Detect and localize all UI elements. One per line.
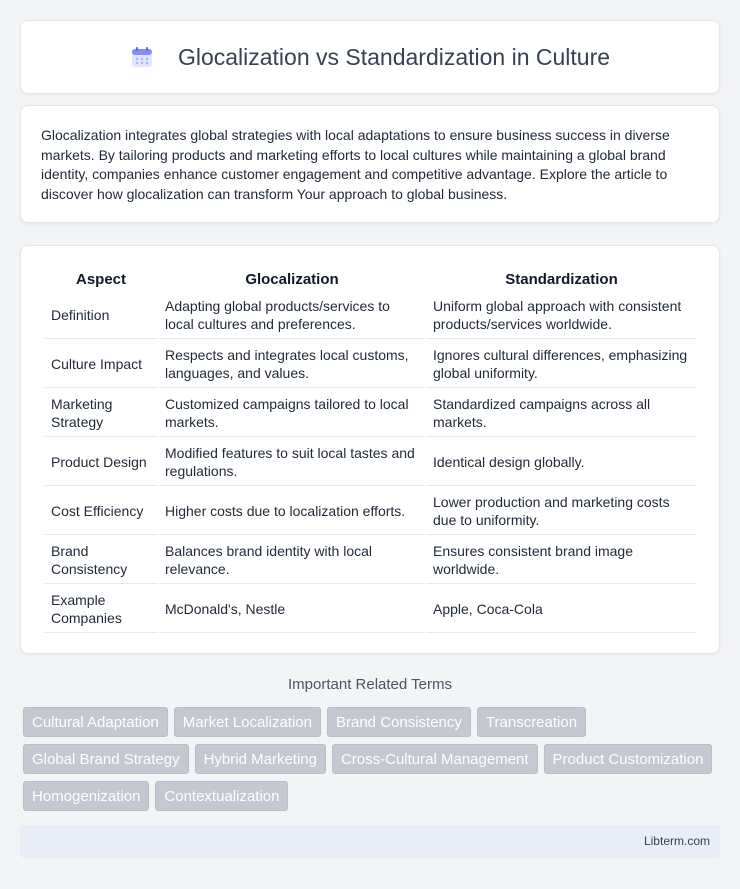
table-row [45, 586, 696, 633]
table-row [45, 390, 696, 437]
related-terms-title: Important Related Terms [288, 676, 452, 693]
table-row [45, 292, 696, 339]
related-term-tag[interactable]: Homogenization [23, 781, 149, 811]
related-term-tag[interactable]: Cultural Adaptation [23, 707, 168, 737]
cell-standardization: Uniform global approach with consistent products/services worldwide. [427, 292, 696, 339]
cell-glocalization: Adapting global products/services to local cultures and preferences. [159, 292, 425, 339]
cell-standardization: Ensures consistent brand image worldwide. [427, 537, 696, 584]
related-term-tag[interactable]: Contextualization [155, 781, 288, 811]
cell-glocalization: Customized campaigns tailored to local markets. [159, 390, 425, 437]
intro-paragraph: Glocalization integrates global strategies with local adaptations to ensure business success in diverse markets. By tailoring products and marketing efforts to local cultures while maintaining a global brand identity, companies enhance customer engagement and competitive advantage. Explore the article to discover how glocalization can transform Your approach to global business. [41, 127, 670, 202]
cell-aspect: Culture Impact [45, 341, 157, 388]
footer [20, 825, 720, 858]
cell-aspect: Product Design [45, 439, 157, 486]
cell-aspect: Cost Efficiency [45, 488, 157, 535]
related-term-tag[interactable]: Hybrid Marketing [195, 744, 326, 774]
cell-aspect: Example Companies [45, 586, 157, 633]
cell-standardization: Standardized campaigns across all markets. [427, 390, 696, 437]
related-terms-list [23, 707, 723, 811]
page-title: Glocalization vs Standardization in Culture [177, 43, 611, 70]
intro-card [20, 105, 720, 223]
table-row [45, 537, 696, 584]
related-term-tag[interactable]: Market Localization [174, 707, 321, 737]
cell-aspect: Definition [45, 292, 157, 339]
cell-standardization: Ignores cultural differences, emphasizing global uniformity. [427, 341, 696, 388]
header-standardization: Standardization [505, 270, 618, 288]
table-row [45, 439, 696, 486]
header-aspect: Aspect [75, 270, 127, 288]
footer-site-link[interactable]: Libterm.com [643, 834, 710, 848]
related-term-tag[interactable]: Global Brand Strategy [23, 744, 189, 774]
cell-standardization: Lower production and marketing costs due to uniformity. [427, 488, 696, 535]
cell-glocalization: Modified features to suit local tastes and regulations. [159, 439, 425, 486]
title-card [20, 20, 720, 94]
table-row [45, 341, 696, 388]
cell-standardization: Identical design globally. [427, 439, 696, 486]
header-glocalization: Glocalization [245, 270, 339, 288]
table-row [45, 488, 696, 535]
comparison-card [20, 245, 720, 654]
related-term-tag[interactable]: Transcreation [477, 707, 586, 737]
table-header-row [45, 268, 696, 290]
cell-standardization: Apple, Coca-Cola [427, 586, 696, 633]
cell-aspect: Brand Consistency [45, 537, 157, 584]
related-term-tag[interactable]: Product Customization [544, 744, 713, 774]
cell-glocalization: Balances brand identity with local relevance. [159, 537, 425, 584]
cell-aspect: Marketing Strategy [45, 390, 157, 437]
related-term-tag[interactable]: Brand Consistency [327, 707, 471, 737]
calendar-icon [130, 45, 154, 69]
comparison-table [43, 266, 698, 635]
cell-glocalization: Higher costs due to localization efforts. [159, 488, 425, 535]
related-term-tag[interactable]: Cross-Cultural Management [332, 744, 538, 774]
cell-glocalization: Respects and integrates local customs, languages, and values. [159, 341, 425, 388]
cell-glocalization: McDonald's, Nestle [159, 586, 425, 633]
